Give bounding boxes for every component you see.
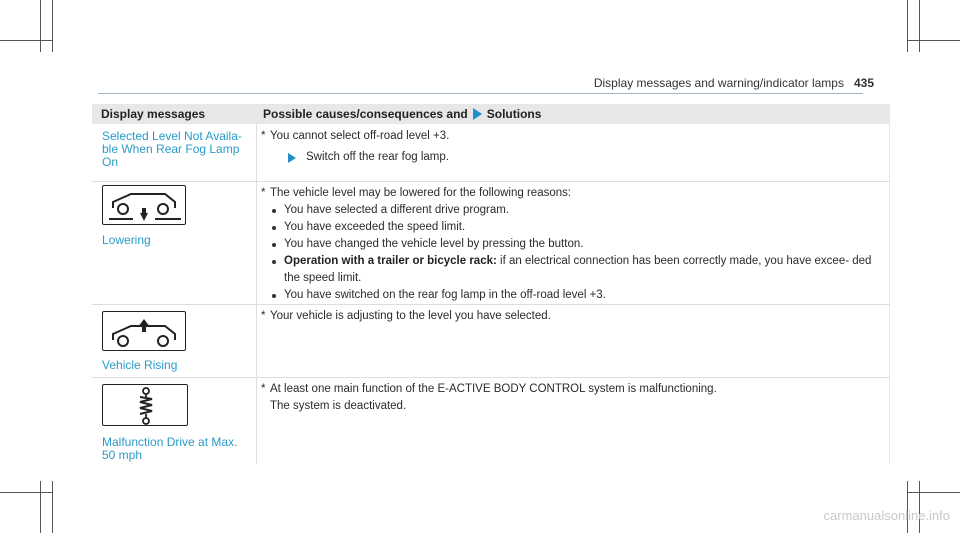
message-cell	[92, 124, 254, 181]
cause-text: At least one main function of the E-ACTIVE BODY CONTROL system is malfunctioning.	[270, 383, 717, 395]
crop-mark	[40, 481, 41, 533]
list-item: You have exceeded the speed limit.	[270, 219, 890, 236]
message-cell	[92, 182, 254, 304]
crop-mark	[40, 0, 41, 52]
crop-mark	[908, 40, 960, 41]
col-header-messages: Display messages	[101, 107, 206, 121]
reasons-list	[270, 202, 890, 304]
cause-cell	[254, 124, 890, 181]
crop-mark	[0, 492, 52, 493]
table-header	[92, 104, 890, 124]
cause-cell	[254, 378, 890, 464]
message-cell	[92, 305, 254, 377]
vehicle-rising-icon	[102, 311, 186, 351]
cause-cell	[254, 182, 890, 304]
message-text: Malfunction Drive at Max. 50 mph	[102, 435, 238, 462]
list-item: You have switched on the rear fog lamp in the off-road level +3.	[270, 287, 890, 304]
solution-text: Switch off the rear fog lamp.	[306, 151, 449, 163]
table-row	[92, 182, 890, 305]
header-rule	[98, 93, 863, 94]
table-row	[92, 124, 890, 182]
col-header-solutions: Solutions	[486, 107, 542, 121]
col-header-causes-text: Possible causes/consequences and	[263, 107, 468, 121]
message-text: Vehicle Rising	[102, 358, 178, 372]
solution	[288, 149, 890, 166]
watermark: carmanualsonline.info	[823, 508, 950, 523]
table-row	[92, 305, 890, 378]
crop-mark	[52, 0, 53, 52]
star-marker: *	[261, 310, 266, 322]
cause-text: The system is deactivated.	[270, 400, 407, 412]
cause-text: You cannot select off-road level +3.	[270, 130, 450, 142]
messages-table	[92, 104, 890, 464]
star-marker: *	[261, 130, 266, 142]
play-icon	[288, 153, 296, 163]
cause-text: Your vehicle is adjusting to the level you have selected.	[270, 310, 551, 322]
list-item: You have changed the vehicle level by pressing the button.	[270, 236, 890, 253]
crop-mark	[0, 40, 52, 41]
list-item	[270, 253, 890, 287]
play-icon	[473, 108, 482, 120]
crop-mark	[52, 481, 53, 533]
cause-cell	[254, 305, 890, 377]
table-row	[92, 378, 890, 464]
running-header	[594, 76, 874, 90]
crop-mark	[919, 0, 920, 52]
header-title: Display messages and warning/indicator lamps	[593, 76, 844, 90]
crop-mark	[907, 481, 908, 533]
list-item: You have selected a different drive program.	[270, 202, 890, 219]
col-header-causes	[263, 107, 541, 121]
list-item-text: if an electrical connection has been correctly made, you have excee- ded the speed limit.	[284, 255, 872, 284]
message-text: Lowering	[102, 233, 151, 247]
crop-mark	[907, 0, 908, 52]
message-text: Selected Level Not Availa- ble When Rear Fog Lamp On	[102, 129, 242, 169]
star-marker: *	[261, 187, 266, 199]
crop-mark	[919, 481, 920, 533]
star-marker: *	[261, 383, 266, 395]
message-cell	[92, 378, 254, 464]
vehicle-lowering-icon	[102, 185, 186, 225]
crop-mark	[908, 492, 960, 493]
cause-text: The vehicle level may be lowered for the following reasons:	[270, 187, 572, 199]
page-number: 435	[853, 76, 874, 90]
suspension-spring-icon	[102, 384, 188, 426]
bold-label: Operation with a trailer or bicycle rack:	[284, 255, 497, 267]
